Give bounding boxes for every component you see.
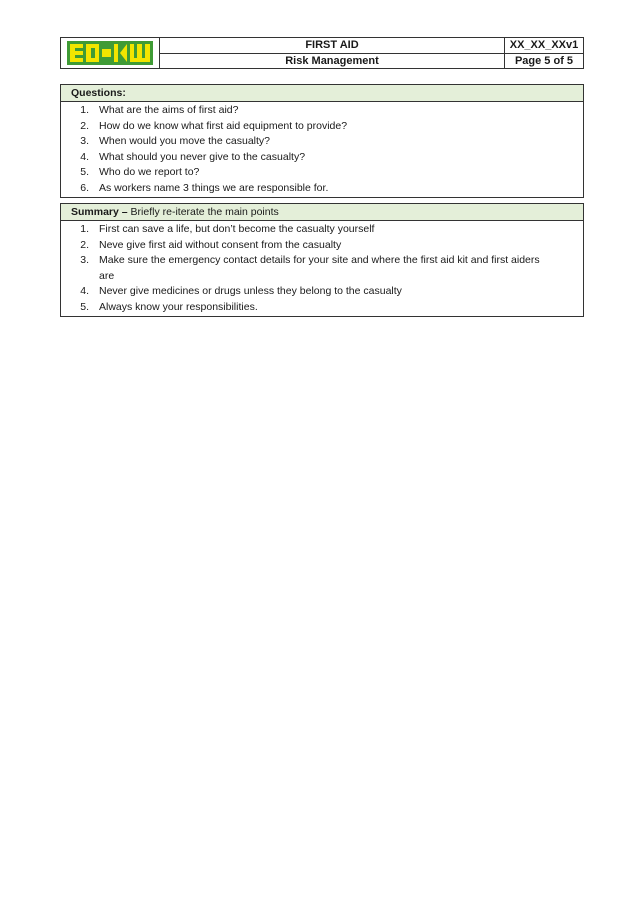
list-item xyxy=(61,134,583,150)
summary-heading-bold: Summary – xyxy=(71,206,128,218)
list-item xyxy=(61,284,583,300)
list-item xyxy=(61,119,583,135)
item-text: When would you move the casualty? xyxy=(99,135,271,147)
questions-section xyxy=(60,84,584,198)
list-item xyxy=(61,103,583,119)
item-number: 3. xyxy=(80,254,89,266)
questions-heading-label: Questions: xyxy=(71,87,126,99)
page-number: Page 5 of 5 xyxy=(505,53,583,69)
item-text: Never give medicines or drugs unless they belong to the casualty xyxy=(99,285,402,297)
item-text: What are the aims of first aid? xyxy=(99,104,239,116)
questions-list xyxy=(61,102,583,197)
item-text: As workers name 3 things we are responsible for. xyxy=(99,181,329,194)
item-number: 6. xyxy=(80,181,89,194)
list-item xyxy=(61,253,583,284)
item-text: Make sure the emergency contact details for your site and where the first aid kit and first aiders are xyxy=(99,254,540,282)
item-text: Neve give first aid without consent from the casualty xyxy=(99,238,342,251)
list-item xyxy=(61,181,583,197)
item-number: 2. xyxy=(80,238,89,251)
item-text: What should you never give to the casualty? xyxy=(99,150,306,163)
document-subtitle: Risk Management xyxy=(160,53,504,69)
title-cell xyxy=(160,38,505,68)
item-number: 5. xyxy=(80,300,89,313)
item-number: 3. xyxy=(80,135,89,147)
code-cell xyxy=(505,38,583,68)
list-item xyxy=(61,222,583,238)
summary-heading-rest: Briefly re-iterate the main points xyxy=(127,206,279,218)
company-logo-icon xyxy=(67,41,153,65)
item-number: 2. xyxy=(80,119,89,132)
item-number: 1. xyxy=(80,223,89,235)
list-item xyxy=(61,150,583,166)
questions-heading xyxy=(61,85,583,102)
list-item xyxy=(61,165,583,181)
summary-list xyxy=(61,221,583,316)
list-item xyxy=(61,300,583,316)
item-number: 5. xyxy=(80,166,89,178)
item-number: 1. xyxy=(80,104,89,116)
item-number: 4. xyxy=(80,150,89,163)
item-text: Who do we report to? xyxy=(99,166,200,178)
logo-cell xyxy=(61,38,160,68)
document-code: XX_XX_XXv1 xyxy=(509,39,579,52)
item-text: Always know your responsibilities. xyxy=(99,300,258,313)
item-text: First can save a life, but don’t become the casualty yourself xyxy=(99,223,375,235)
item-text: How do we know what first aid equipment to provide? xyxy=(99,119,348,132)
summary-section xyxy=(60,203,584,317)
document-title: FIRST AID xyxy=(305,39,359,52)
item-number: 4. xyxy=(80,285,89,297)
document-header xyxy=(60,37,584,69)
summary-heading xyxy=(61,204,583,221)
list-item xyxy=(61,238,583,254)
